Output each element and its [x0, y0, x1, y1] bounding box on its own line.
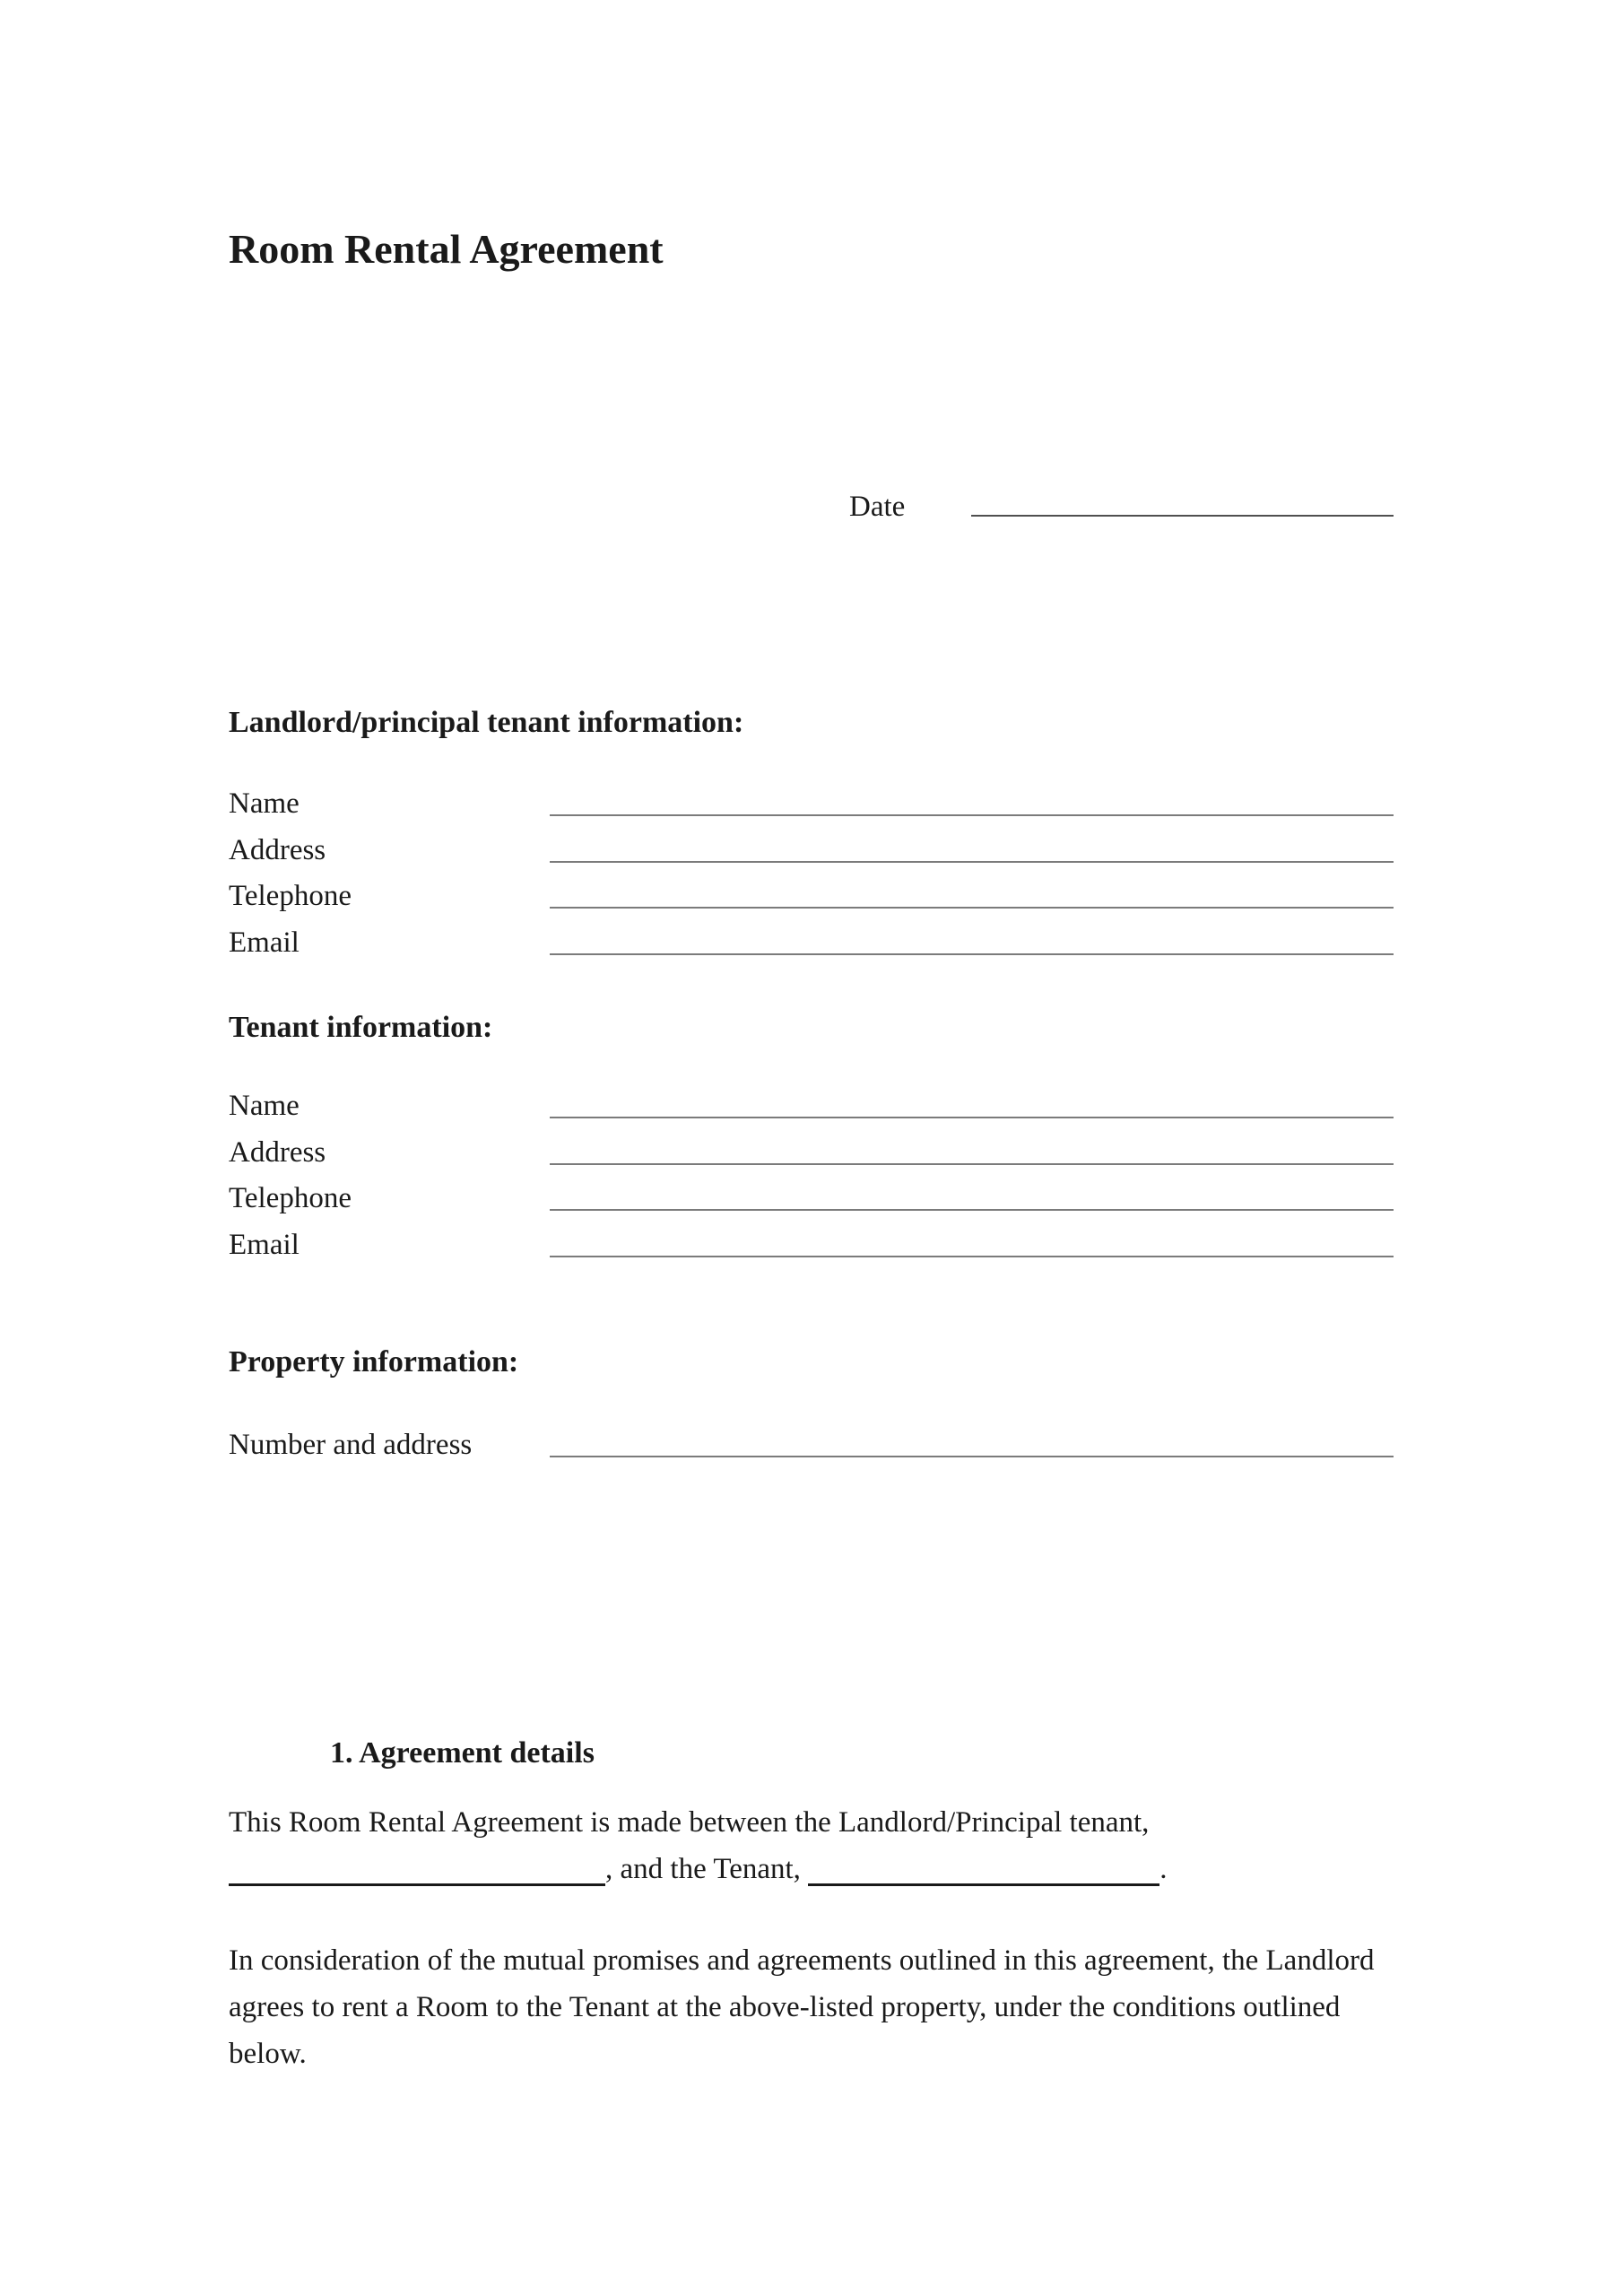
landlord-name-fill-line[interactable]: [550, 781, 1394, 816]
property-number-address-label: Number and address: [229, 1429, 473, 1461]
landlord-address-row: [229, 828, 1394, 874]
property-fields: [229, 1422, 1394, 1469]
tenant-telephone-label: Telephone: [229, 1182, 352, 1214]
landlord-telephone-fill-line[interactable]: [550, 874, 1394, 909]
landlord-email-row: [229, 920, 1394, 967]
tenant-info-heading: Tenant information:: [229, 1011, 493, 1044]
paragraph1-text-part1: This Room Rental Agreement is made between the Landlord/Principal tenant,: [229, 1806, 1150, 1839]
document-title: Room Rental Agreement: [229, 226, 664, 272]
agreement-consideration-paragraph: In consideration of the mutual promises and agreements outlined in this agreement, the Landlord agrees to rent a Room to the Tenant at the above-listed property, under the conditions outlined below.: [229, 1944, 1375, 2070]
tenant-name-row: [229, 1083, 1394, 1130]
property-number-address-row: [229, 1422, 1394, 1469]
tenant-name-label: Name: [229, 1090, 300, 1122]
tenant-address-label: Address: [229, 1135, 326, 1169]
tenant-telephone-row: [229, 1176, 1394, 1222]
tenant-fields: [229, 1083, 1394, 1268]
agreement-details-heading: 1. Agreement details: [330, 1736, 595, 1770]
landlord-telephone-row: [229, 874, 1394, 920]
tenant-address-row: [229, 1130, 1394, 1177]
tenant-email-label: Email: [229, 1228, 300, 1261]
landlord-name-blank[interactable]: [229, 1883, 605, 1886]
landlord-email-label: Email: [229, 926, 300, 959]
date-label: Date: [849, 491, 906, 523]
landlord-name-row: [229, 781, 1394, 828]
landlord-name-label: Name: [229, 787, 300, 820]
tenant-name-fill-line[interactable]: [550, 1083, 1394, 1118]
landlord-telephone-label: Telephone: [229, 880, 352, 912]
tenant-name-blank[interactable]: [808, 1883, 1159, 1886]
tenant-address-fill-line[interactable]: [550, 1130, 1394, 1165]
paragraph1-text-part2: , and the Tenant,: [605, 1853, 801, 1885]
tenant-email-row: [229, 1222, 1394, 1269]
landlord-address-label: Address: [229, 833, 326, 866]
agreement-intro-paragraph: [229, 1799, 1402, 1892]
property-info-heading: Property information:: [229, 1345, 519, 1378]
tenant-telephone-fill-line[interactable]: [550, 1176, 1394, 1211]
landlord-info-heading: Landlord/principal tenant information:: [229, 706, 744, 739]
tenant-email-fill-line[interactable]: [550, 1222, 1394, 1257]
paragraph1-text-part3: .: [1159, 1853, 1168, 1885]
landlord-address-fill-line[interactable]: [550, 828, 1394, 863]
property-number-address-fill-line[interactable]: [550, 1422, 1394, 1457]
landlord-email-fill-line[interactable]: [550, 920, 1394, 955]
landlord-fields: [229, 781, 1394, 966]
date-fill-line[interactable]: [971, 485, 1394, 517]
